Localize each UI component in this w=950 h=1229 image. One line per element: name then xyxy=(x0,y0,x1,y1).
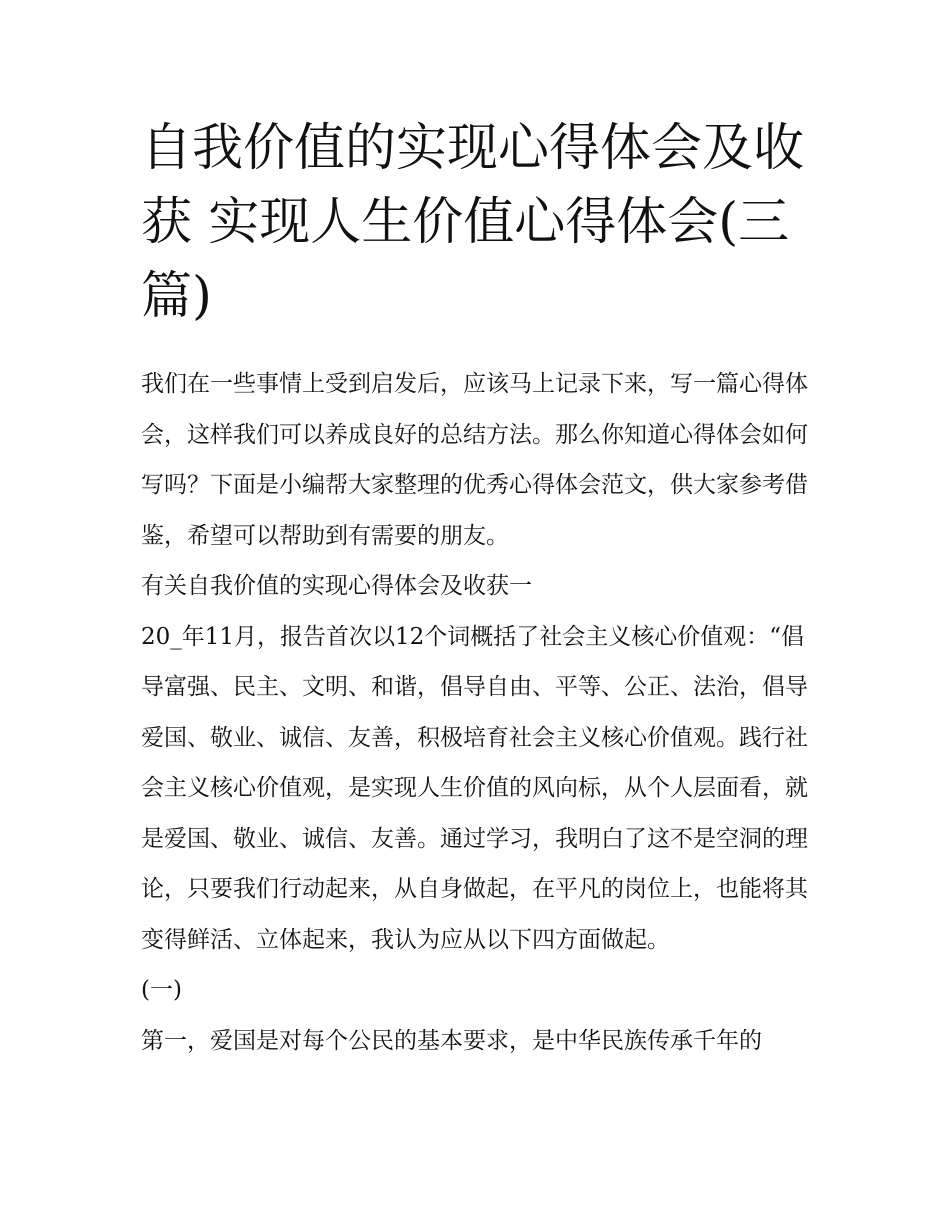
body-paragraph-continued: 第一，爱国是对每个公民的基本要求，是中华民族传承千年的 xyxy=(141,1027,762,1054)
subsection-marker: (一) xyxy=(141,977,182,1003)
document-body xyxy=(141,359,813,1066)
document-title: 自我价值的实现心得体会及收获 实现人生价值心得体会(三篇) xyxy=(141,119,805,326)
body-paragraph: 20_年11月，报告首次以12个词概括了社会主义核心价值观：“倡导富强、民主、文明、和谐，倡导自由、平等、公正、法治，倡导爱国、敬业、诚信、友善，积极培育社会主义核心价值观。践行社会主义核心价值观，是实现人生价值的风向标，从个人层面看，就是爱国、敬业、诚信、友善。通过学习，我明白了这不是空洞的理论，只要我们行动起来，从自身做起，在平凡的岗位上，也能将其变得鲜活、立体起来，我认为应从以下四方面做起。 xyxy=(141,623,808,953)
document-content xyxy=(141,112,813,1066)
section-heading: 有关自我价值的实现心得体会及收获一 xyxy=(141,573,532,599)
intro-paragraph: 我们在一些事情上受到启发后，应该马上记录下来，写一篇心得体会，这样我们可以养成良好的总结方法。那么你知道心得体会如何写吗？下面是小编帮大家整理的优秀心得体会范文，供大家参考借鉴，希望可以帮助到有需要的朋友。 xyxy=(141,371,808,549)
